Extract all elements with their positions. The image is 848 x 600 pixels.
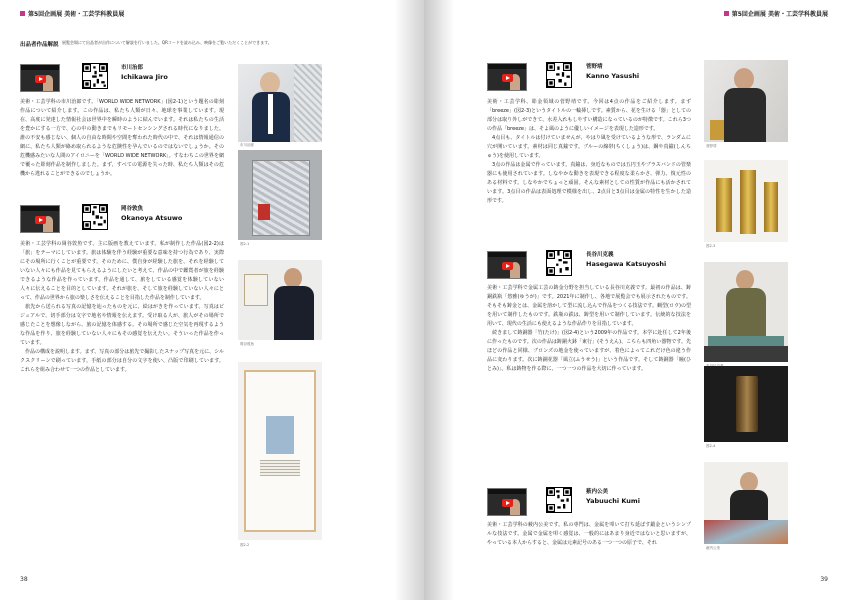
qr-code[interactable] — [546, 62, 572, 88]
header-title: 第5回企画展 美術・工芸学科教員展 — [731, 11, 828, 18]
artwork-photo — [238, 362, 322, 540]
gutter-shadow — [424, 0, 454, 600]
entry-text: 美術・工芸学科の薮内公美です。私の専門は、金属を叩いて打ち延ばす鍛金というシンプルな技法です。金属で金属を叩く感覚は、一般的にはあまり身近ではないと思いますが、やっている本人からすると、金属は元素記号のある一つ一つの原子で、それ — [487, 522, 691, 546]
page-number: 38 — [20, 576, 28, 583]
video-thumbnail[interactable] — [487, 63, 527, 91]
photo-caption: 岡谷敦魚 — [240, 342, 254, 346]
entry-text: 美術・工芸学科の市川治郎です。「WORLD WIDE NETWORK」(図2-1)という題名の彫刻作品について紹介します。この作品は、私たち人類が日々、地球を事業しています。現在、高度に発達した情報社会は世界中を瞬時のように結んでいます。それは私たちの生活を豊かにする一方で、心の中の動きまでもリモートセンシングされる時代になりました。誰の不安も感じない、個人の自由な時間や空間を奪われた時代の中で、それは情報通信の網に、私たち人類が絡め取られるような危険性を孕んでいるのではないでしょうか。その危機感みたいな人間のアイロニーを「WORLD WIDE NETWORK」。すなわちこの世界を網で覆った彫刻作品を制作しました。まず、すべての電源を失った時、私たち人類はその危機から逃れることができるのでしょうか。 — [20, 99, 224, 177]
qr-code[interactable] — [82, 204, 108, 230]
page-header — [20, 9, 124, 18]
artist-photo — [704, 60, 788, 142]
video-thumbnail[interactable] — [20, 64, 60, 92]
photo-caption: 菅野靖 — [706, 144, 717, 148]
entry-text: 美術・工芸学科の岡谷敦魚です。主に版画を教えています。私が制作した作品(図2-2)は「旅」をテーマにしています。旅は体験を伴う経験が重要な意味を持つ行為であり、実際にその場所に行くことが重要です。そのために、僕自身が経験した旅を、それを経験していない人々にも作品を見てもらえるようにしたいと考えて、作品の中で鑑賞者が旅を経験できるような作品を作っています。作品を通して、旅をしている感覚を体験していない人々に伝えることを目的としています。それが旅を、そして旅を経験していない人々にとって、作品の世界から旅の楽しさを伝えることを目指した作品を制作しています。 旅先から送られる写真の記憶を辿ったものを元に、絵はがきを作っています。写真はビジュアルで、切手部分は文字で地名や情報を伝えます。受け取る人が、旅人がその場所で感じたことを想像しながら、旅の記憶を体感する。その場所で感じた空気を再現するような作品を作り、旅を経験していない人々にもその感覚を伝えたい。そういった作品を作っています。 作品の構成を説明します。まず、写真の部分は旅先で撮影したスナップ写真を元に、シルクスクリーンで刷っています。手紙の部分は自分の文字を使い、凸版で印刷しています。これらを組み合わせて一つの作品としています。 — [20, 241, 224, 373]
artist-photo — [704, 262, 788, 362]
header-marker — [20, 11, 25, 16]
author-name-en: Ichikawa Jiro — [121, 73, 168, 81]
author-name-jp: 岡谷敦魚 — [121, 206, 144, 212]
figure-caption: 図2-2 — [240, 543, 250, 547]
author-name-en: Okanoya Atsuwo — [121, 214, 183, 222]
artwork-photo — [704, 366, 788, 442]
artist-photo — [704, 462, 788, 544]
page-header — [724, 9, 828, 18]
right-page — [424, 0, 848, 600]
section-title: 出品者作品解説 — [20, 42, 59, 48]
video-thumbnail[interactable] — [20, 205, 60, 233]
section-note: 展覧会場にて出品者が自作について解説を行いました。QRコードを読み込み、映像をご覧いただくことができます。 — [62, 40, 272, 45]
artwork-photo — [704, 160, 788, 242]
author-name-jp: 菅野靖 — [586, 64, 603, 70]
qr-code[interactable] — [82, 63, 108, 89]
gutter-shadow — [394, 0, 424, 600]
entry-text: 美術・工芸学科、彫金領域の菅野靖です。今回は4点の作品をご紹介します。まず「breeze」(図2-3)というタイトルの一輪挿しです。素質から、花を生ける「器」としての部分は取り外しができて、水差入れもしやすい構造になっているのが特徴です。これら3つの作品「breeze」は、そよ風のように優しいイメージを表現した造形です。 4点目も、タイトルは付けていませんが、やはり風を受けているような形で、ランダムに穴が開いています。素材は同じ真鍮です。ブルーの線帯(ちくしょう)は、鋼や真鍮(しんちゅう)を使用しています。 3点の作品は金属で作っています。真鍮は、身近なものでは五円玉やブラスバンドの管楽器にも使用されています。しなやかな動きを表現できる程度な柔らかさ、弾力、復元性のある材料です。しなやかでちょっと頑固。そんな素材としての性質が作品にも活かされています。3点目の作品は表面処理で模様を出し、2点目と3点目は金属の特性を生かした造形です。 — [487, 99, 691, 204]
artist-photo — [238, 260, 322, 340]
photo-caption: 市川治郎 — [240, 143, 254, 147]
play-icon — [35, 216, 46, 224]
author-name-en: Hasegawa Katsuyoshi — [586, 260, 667, 268]
figure-caption: 図2-3 — [706, 244, 716, 248]
figure-caption: 図2-1 — [240, 242, 250, 246]
photo-caption: 薮内公美 — [706, 546, 720, 550]
author-name-jp: 長谷川克義 — [586, 252, 614, 258]
play-icon — [502, 499, 513, 507]
video-thumbnail[interactable] — [487, 488, 527, 516]
play-icon — [502, 74, 513, 82]
entry-text: 美術・工芸学科で金属工芸の鋳金分野を担当している長谷川克義です。最初の作品は、鋳銅鉄瓶「悠雅(ゆうが)」です。2021年に制作し、各地で展覧会でも展示されたものです。そもそも鋳金とは、金属を溶かして型に流し込んで作品をつくる技法です。蝋型(ロウ)の型を用いて制作したものです。鉄瓶の鉄は、鋳型を用いて制作しています。伝統的な技法を用いて、現代の生活にも使えるような作品作りを目指しています。 続きまして鋳銅器「竹(たけ)」(図2-4)という2009年の作品です。本学に赴任して2年後に作ったものです。次の作品は鋳銅火鉢「東行」(そうえん)、こちらも四角い器物です。先ほどの作品と同様、ブロンズの地金を使っていますが、着色によってこれだけ色の違う作品に変わります。次に鋳銅花器「風立(ふうせう)」という作品です。そして鋳銅器「瞳(ひとみ)」。私は鋳物を作る際に、一つ一つの作品を大切に作っています。 — [487, 285, 691, 372]
play-icon — [502, 262, 513, 270]
header-title: 第5回企画展 美術・工芸学科教員展 — [28, 11, 125, 18]
qr-code[interactable] — [546, 487, 572, 513]
figure-caption: 図2-4 — [706, 444, 716, 448]
author-name-jp: 市川治郎 — [121, 65, 144, 71]
author-name-en: Yabuuchi Kumi — [586, 497, 640, 505]
artwork-photo — [238, 150, 322, 240]
video-thumbnail[interactable] — [487, 251, 527, 279]
page-number: 39 — [820, 576, 828, 583]
author-name-jp: 薮内公美 — [586, 489, 609, 495]
header-marker — [724, 11, 729, 16]
author-name-en: Kanno Yasushi — [586, 72, 640, 80]
play-icon — [35, 75, 46, 83]
qr-code[interactable] — [546, 250, 572, 276]
artist-photo — [238, 64, 322, 142]
